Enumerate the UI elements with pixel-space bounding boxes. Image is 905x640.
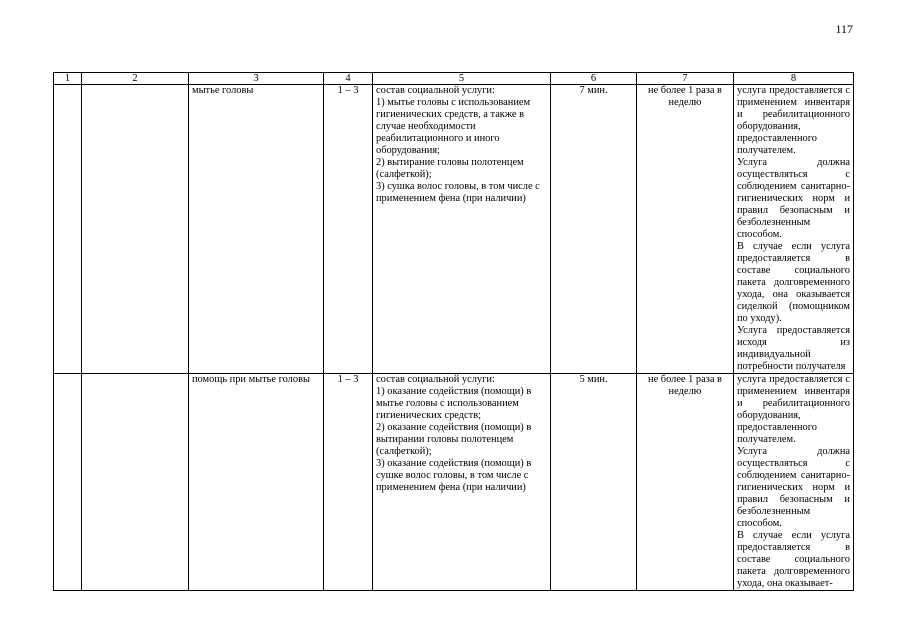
column-header-7: 7 [637,73,734,85]
frequency-cell: не более 1 раза в неделю [637,374,734,591]
page-number: 117 [835,22,853,36]
conditions-paragraph: Услуга должна осуществляться с соблюдением санитарно-гигиенических норм и правил безопасным и безболезненным способом. [737,446,850,529]
column-header-8: 8 [734,73,854,85]
column-header-1: 1 [54,73,82,85]
composition-item: 2) вытирание головы полотенцем (салфеткой); [376,157,524,180]
conditions-paragraph: Услуга предоставляется исходя из индивидуальной потребности получателя [737,325,850,372]
service-name-cell: мытье головы [189,85,324,374]
range-cell: 1 – 3 [324,85,373,374]
service-name-cell: помощь при мытье головы [189,374,324,591]
duration-cell: 5 мин. [551,374,637,591]
row-col2-cell [82,85,189,374]
duration-cell: 7 мин. [551,85,637,374]
composition-heading: состав социальной услуги: [376,374,495,385]
conditions-paragraph: услуга предоставляется с применением инвентаря и реабилитационного оборудования, предоставленного получателем. [737,85,850,156]
conditions-paragraph: В случае если услуга предоставляется в составе социального пакета долговременного ухода, она оказывает- [737,530,850,589]
conditions-paragraph: Услуга должна осуществляться с соблюдением санитарно-гигиенических норм и правил безопасным и безболезненным способом. [737,157,850,240]
composition-item: 3) оказание содействия (помощи) в сушке волос головы, в том числе с применением фена (при наличии) [376,458,532,493]
conditions-paragraph: услуга предоставляется с применением инвентаря и реабилитационного оборудования, предоставленного получателем. [737,374,850,445]
row-col1-cell [54,85,82,374]
row-col1-cell [54,374,82,591]
composition-item: 1) оказание содействия (помощи) в мытье головы с использованием гигиенических средств; [376,386,532,421]
frequency-cell: не более 1 раза в неделю [637,85,734,374]
column-header-6: 6 [551,73,637,85]
column-number-row [54,73,854,85]
row-col2-cell [82,374,189,591]
table-row [54,374,854,591]
conditions-cell [734,374,854,591]
conditions-paragraph: В случае если услуга предоставляется в составе социального пакета долговременного ухода, она оказывается сиделкой (помощником по уходу). [737,241,850,324]
column-header-2: 2 [82,73,189,85]
composition-item: 2) оказание содействия (помощи) в вытирании головы полотенцем (салфеткой); [376,422,532,457]
table-row [54,85,854,374]
range-cell: 1 – 3 [324,374,373,591]
column-header-4: 4 [324,73,373,85]
column-header-5: 5 [373,73,551,85]
composition-item: 3) сушка волос головы, в том числе с применением фена (при наличии) [376,181,540,204]
composition-cell [373,374,551,591]
composition-item: 1) мытье головы с использованием гигиенических средств, а также в случае необходимости реабилитационного и иного оборудования; [376,97,531,156]
column-header-3: 3 [189,73,324,85]
services-table [53,72,854,591]
composition-heading: состав социальной услуги: [376,85,495,96]
composition-cell [373,85,551,374]
conditions-cell [734,85,854,374]
